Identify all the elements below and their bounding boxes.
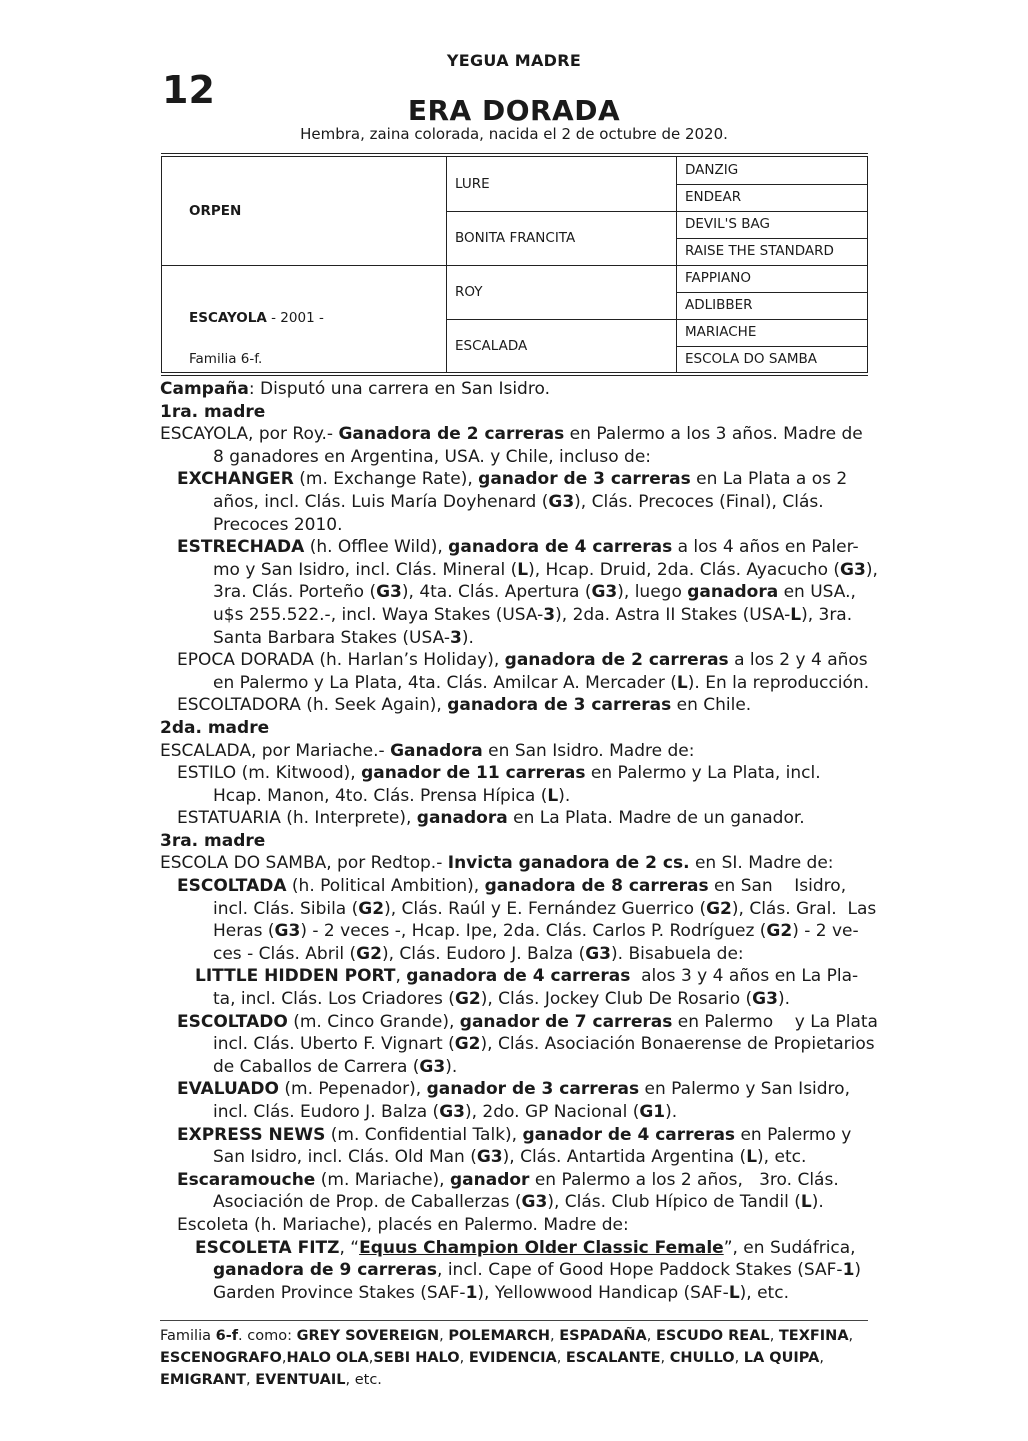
body-line [160,965,870,988]
text-run: en La Plata. Madre de un ganador. [507,808,805,829]
bold-text: ganadora de 9 carreras [213,1260,438,1281]
bold-text: SEBI HALO [373,1350,460,1366]
body-line [160,898,877,921]
text-run: en Palermo y [735,1124,852,1145]
text-run: , [556,1350,566,1366]
footer-divider [160,1320,868,1321]
bold-text: ESCOLETA FITZ [195,1237,340,1258]
bold-text: ganador de 11 carreras [361,763,586,784]
text-run: alos 3 y 4 años en La Pla- [630,966,859,987]
bold-text: ESCUDO REAL [655,1328,770,1344]
text-run: ), Clás. Antartida Argentina ( [502,1147,747,1168]
bold-text: ganadora [687,582,779,603]
text-run: (h. Political Ambition), [286,876,485,897]
text-run: , [848,1328,854,1344]
body-line [160,740,870,763]
body-line [160,830,870,853]
text-run: , incl. Cape of Good Hope Paddock Stakes (SAF- [437,1260,843,1281]
bold-text: G2 [766,921,793,942]
body-line [160,1146,870,1169]
text-run: , [819,1350,824,1366]
bold-text: 6-f [215,1328,239,1344]
text-run: ), Clás. Asociación Bonaerense de Propietarios [480,1034,875,1055]
text-run: , [660,1350,670,1366]
bold-text: Escaramouche [177,1169,316,1190]
text-run: a los 4 años en Paler- [672,537,859,558]
bold-text: ganadora de 3 carreras [447,695,672,716]
text-run: ). [558,785,571,806]
body-line [160,401,870,424]
text-run: ), 3ra. [801,604,853,625]
body-line [160,875,870,898]
body-line [160,1191,870,1214]
lot-number: 12 [162,68,215,112]
underlined-text: Equus Champion Older Classic Female [359,1237,724,1258]
text-run: , [646,1328,656,1344]
bold-text: G3 [521,1192,548,1213]
dam-name: ESCAYOLA [189,310,267,326]
bold-text: G3 [548,491,575,512]
text-run: ) [854,1260,862,1281]
text-run: ). [777,989,791,1010]
g3-ancestor: ADLIBBER [685,297,753,313]
bold-text: ESTRECHADA [177,537,305,558]
text-run: ”, en Sudáfrica, [723,1237,856,1258]
footer-line [160,1369,872,1391]
bold-text: Ganadora de 2 carreras [338,424,565,445]
g3-ancestor: ENDEAR [685,189,742,205]
text-run: , [459,1350,469,1366]
text-run: en La Plata a os 2 [690,469,848,490]
bold-text: 1 [465,1282,478,1303]
bold-text: 1ra. madre [160,401,266,422]
text-run: , “ [339,1237,360,1258]
bold-text: G1 [639,1102,666,1122]
text-run: ESCOLTADORA (h. Seek Again), [177,695,448,716]
body-line [160,536,870,559]
text-run: ), luego [617,582,688,603]
body-line [160,468,870,491]
bold-text: G3 [439,1102,465,1122]
text-run: Precoces 2010. [213,514,343,535]
text-run: 3ra. Clás. Porteño ( [213,582,377,603]
horse-description: Hembra, zaina colorada, nacida el 2 de octubre de 2020. [300,125,728,143]
bold-text: G3 [476,1147,503,1168]
text-run: incl. Clás. Eudoro J. Balza ( [213,1102,440,1122]
text-run: incl. Clás. Uberto F. Vignart ( [213,1034,455,1055]
bold-text: ESCOLTADA [177,876,287,897]
bold-text: ESPADAÑA [559,1328,647,1344]
text-run: ), etc. [739,1282,789,1303]
text-run: en Palermo y La Plata, 4ta. Clás. Amilcar A. Mercader ( [213,672,677,693]
text-run: (m. Confidential Talk), [325,1124,523,1145]
text-run: ). [811,1192,824,1213]
text-run: San Isidro, incl. Clás. Old Man ( [213,1147,477,1168]
text-run: en SI. Madre de: [689,853,834,874]
text-run: en Palermo a los 3 años. Madre de [564,424,863,445]
body-line [160,1078,870,1101]
family-label: Familia 6-f. [189,351,263,367]
text-run: u$s 255.522.-, incl. Waya Stakes (USA- [213,604,544,625]
text-run: ta, incl. Clás. Los Criadores ( [213,989,455,1010]
category-heading: YEGUA MADRE [446,51,582,70]
body-line [160,514,870,537]
body-line [160,717,870,740]
sire-sire: LURE [455,176,490,192]
bold-text: G3 [591,582,618,603]
body-line [160,649,870,672]
text-run: incl. Clás. Sibila ( [213,898,359,919]
text-run: en Chile. [671,695,752,716]
dam-dam: ESCALADA [455,338,528,354]
text-run: ). [445,1056,458,1077]
text-run: Santa Barbara Stakes (USA- [213,627,450,648]
text-run: ). [461,627,474,648]
bold-text: G3 [419,1056,446,1077]
text-run: . como: [238,1328,297,1344]
bold-text: ganadora de 4 carreras [448,537,673,558]
text-run: ), Hcap. Druid, 2da. Clás. Ayacucho ( [528,559,841,580]
bold-text: L [790,604,802,625]
text-run: ) - 2 ve- [792,921,859,942]
body-line [160,943,870,966]
bold-text: EVIDENCIA [468,1350,557,1366]
text-run: ), Clás. Jockey Club De Rosario ( [480,989,753,1010]
text-run: (m. Pepenador), [279,1079,427,1100]
text-run: (h. Offlee Wild), [304,537,449,558]
bold-text: ESCALANTE [565,1350,661,1366]
body-line [160,627,870,650]
bold-text: ESCENOGRAFO [160,1350,282,1366]
bold-text: GREY SOVEREIGN [296,1328,440,1344]
body-line [160,920,870,943]
text-run: ), Clás. Raúl y E. Fernández Guerrico ( [384,898,707,919]
text-run: ), Clás. Precoces (Final), Clás. [574,491,824,512]
bold-text: HALO OLA [286,1350,369,1366]
text-run: ). En la reproducción. [687,672,870,693]
bold-text: L [728,1282,740,1303]
text-run: en Palermo y San Isidro, [639,1079,850,1100]
bold-text: 3 [449,627,462,648]
text-run: 8 ganadores en Argentina, USA. y Chile, incluso de: [213,446,652,467]
body-line [160,604,870,627]
dam-year: - 2001 - [266,310,324,326]
body-line [160,1033,875,1056]
text-run: Escoleta (h. Mariache), placés en Palermo. Madre de: [177,1214,629,1235]
bold-text: ganadora de 4 carreras [406,966,631,987]
bold-text: ganador de 3 carreras [426,1079,640,1100]
body-line [160,1056,870,1079]
g3-ancestor: MARIACHE [685,324,757,340]
bold-text: Invicta ganadora de 2 cs. [447,853,690,874]
text-run: ), Yellowwood Handicap (SAF- [477,1282,729,1303]
bold-text: LA QUIPA [743,1350,820,1366]
pedigree-notes [160,378,878,1304]
bold-text: L [800,1192,812,1213]
text-run: ces - Clás. Abril ( [213,943,357,964]
text-run: ESCOLA DO SAMBA, por Redtop.- [160,853,448,874]
text-run: ), etc. [757,1147,807,1168]
g3-ancestor: DEVIL'S BAG [685,216,770,232]
bold-text: 3 [543,604,556,625]
bold-text: LITTLE HIDDEN PORT [195,966,396,987]
text-run: ), [865,559,878,580]
body-line [160,1011,878,1034]
text-run: , [439,1328,449,1344]
body-line [160,446,870,469]
text-run: ), 2do. GP Nacional ( [464,1102,640,1122]
bold-text: 1 [842,1260,855,1281]
sire-dam: BONITA FRANCITA [455,230,576,246]
body-line [160,1214,870,1237]
text-run: , [769,1328,779,1344]
text-run: en Palermo a los 2 años, 3ro. Clás. [529,1169,839,1190]
bold-text: G3 [274,921,301,942]
text-run: ). [665,1102,678,1122]
text-run: años, incl. Clás. Luis María Doyhenard ( [213,491,549,512]
text-run: mo y San Isidro, incl. Clás. Mineral ( [213,559,518,580]
bold-text: G2 [358,898,385,919]
g3-ancestor: DANZIG [685,162,739,178]
text-run: en Palermo y La Plata [672,1011,878,1032]
text-run: Familia [160,1328,216,1344]
bold-text: 2da. madre [160,717,270,738]
bold-text: G3 [376,582,402,603]
bold-text: G3 [840,559,866,580]
bold-text: EMIGRANT [160,1372,247,1388]
bold-text: ganador de 4 carreras [522,1124,736,1145]
text-run: , [550,1328,560,1344]
body-line [160,1237,870,1260]
dam-entry [189,310,324,326]
bold-text: G3 [752,989,778,1010]
bold-text: Campaña [160,379,249,399]
text-run: ). Bisabuela de: [611,943,744,964]
body-line [160,762,870,785]
text-run: a los 2 y 4 años [728,650,868,671]
footer-line [160,1347,872,1369]
body-line [160,785,870,808]
bold-text: TEXFINA [778,1328,849,1344]
text-run: EPOCA DORADA (h. Harlan’s Holiday), [177,650,505,671]
bold-text: L [746,1147,758,1168]
g3-ancestor: ESCOLA DO SAMBA [685,351,818,367]
text-run: ESTILO (m. Kitwood), [177,763,362,784]
footer-line [160,1325,872,1347]
text-run: , etc. [345,1372,382,1388]
bold-text: L [517,559,529,580]
text-run: ESCALADA, por Mariache.- [160,740,391,761]
text-run: , [281,1350,287,1366]
bold-text: ganadora de 2 carreras [504,650,729,671]
sire-name: ORPEN [189,203,242,219]
body-line [160,1169,870,1192]
g3-ancestor: FAPPIANO [685,270,751,286]
body-line [160,423,870,446]
text-run: Asociación de Prop. de Caballerzas ( [213,1192,522,1213]
text-run: en Palermo y La Plata, incl. [585,763,821,784]
bold-text: G2 [454,1034,481,1055]
bold-text: EXCHANGER [177,469,294,490]
text-run: ), Clás. Club Hípico de Tandil ( [547,1192,801,1213]
text-run: ), Clás. Gral. Las [731,898,877,919]
text-run: ) - 2 veces -, Hcap. Ipe, 2da. Clás. Carlos P. Rodríguez ( [300,921,767,942]
body-line [160,988,870,1011]
bold-text: CHULLO [669,1350,735,1366]
bold-text: L [547,785,559,806]
body-line [160,852,870,875]
text-run: ), 4ta. Clás. Apertura ( [401,582,592,603]
bold-text: ganadora [416,808,508,829]
body-line [160,491,870,514]
text-run: , [734,1350,744,1366]
g3-ancestor: RAISE THE STANDARD [685,243,834,259]
text-run: (m. Mariache), [315,1169,450,1190]
text-run: ), 2da. Astra II Stakes (USA- [555,604,791,625]
text-run: : Disputó una carrera en San Isidro. [248,379,550,399]
text-run: en San Isidro. Madre de: [482,740,695,761]
text-run: (m. Exchange Rate), [293,469,479,490]
text-run: Heras ( [213,921,275,942]
body-line [160,1101,870,1124]
bold-text: POLEMARCH [448,1328,551,1344]
text-run: ), Clás. Eudoro J. Balza ( [381,943,586,964]
text-run: Garden Province Stakes (SAF- [213,1282,466,1303]
bold-text: G2 [706,898,732,919]
horse-name: ERA DORADA [407,94,621,127]
text-run: ESTATUARIA (h. Interprete), [177,808,417,829]
text-run: , [246,1372,256,1388]
text-run: Hcap. Manon, 4to. Clás. Prensa Hípica ( [213,785,548,806]
bold-text: 3ra. madre [160,830,266,851]
bold-text: ganador de 7 carreras [459,1011,673,1032]
body-line [160,1259,870,1282]
body-line [160,672,870,695]
pedigree-table [161,153,868,376]
body-line [160,694,870,717]
bold-text: ganador [449,1169,530,1190]
bold-text: ganador de 3 carreras [478,469,691,490]
bold-text: ESCOLTADO [177,1011,288,1032]
bold-text: EVENTUAIL [255,1372,346,1388]
text-run: , [368,1350,374,1366]
body-line [160,1124,870,1147]
bold-text: Ganadora [390,740,483,761]
body-line [160,559,878,582]
text-run: de Caballos de Carrera ( [213,1056,420,1077]
bold-text: G2 [454,989,481,1010]
text-run: (m. Cinco Grande), [287,1011,460,1032]
body-line [160,378,870,401]
body-line [160,807,870,830]
bold-text: G3 [585,943,612,964]
bold-text: ganadora de 8 carreras [484,876,709,897]
bold-text: EVALUADO [177,1079,279,1100]
body-line [160,1282,870,1305]
text-run: , [395,966,407,987]
body-line [160,581,870,604]
bold-text: EXPRESS NEWS [177,1124,326,1145]
bold-text: G2 [356,943,382,964]
bold-text: L [676,672,688,693]
dam-sire: ROY [455,284,483,300]
text-run: ESCAYOLA, por Roy.- [160,424,339,445]
family-footer [160,1325,872,1391]
text-run: en USA., [778,582,856,603]
text-run: en San Isidro, [708,876,847,897]
